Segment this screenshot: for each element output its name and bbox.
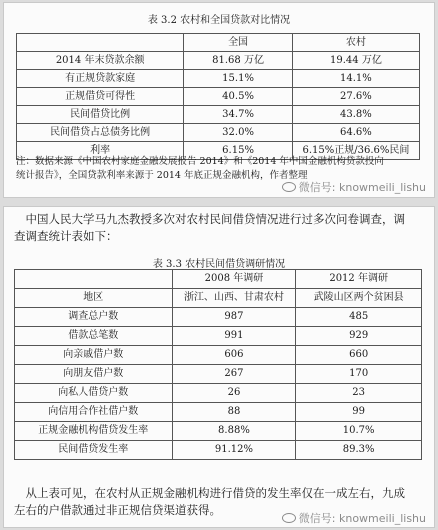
table-cell: 987 bbox=[172, 308, 296, 327]
table-cell: 民间借贷占总债务比例 bbox=[17, 124, 184, 142]
table-header-cell: 2008 年调研 bbox=[172, 270, 296, 289]
table-3-2-caption: 表 3.2 农村和全国贷款对比情况 bbox=[147, 15, 291, 26]
paragraph-line: 左右的户借款通过非正规信贷渠道获得。 bbox=[14, 503, 221, 517]
table-cell: 8.88% bbox=[172, 422, 296, 441]
table-cell: 660 bbox=[296, 346, 422, 365]
table-cell: 26 bbox=[172, 384, 296, 403]
table-cell: 借款总笔数 bbox=[15, 327, 173, 346]
table-cell: 267 bbox=[172, 365, 296, 384]
table-cell: 64.6% bbox=[292, 124, 419, 142]
table-cell: 有正规贷款家庭 bbox=[17, 70, 184, 88]
table-cell: 23 bbox=[296, 384, 422, 403]
table-3-3-panel bbox=[3, 206, 435, 528]
table-cell: 99 bbox=[296, 403, 422, 422]
table-3-3-caption: 表 3.3 农村民间借贷调研情况 bbox=[152, 259, 286, 270]
wechat-watermark bbox=[282, 510, 426, 526]
wechat-icon bbox=[282, 182, 296, 192]
table-header-cell: 2012 年调研 bbox=[296, 270, 422, 289]
table-cell: 19.44 万亿 bbox=[292, 52, 419, 70]
table-cell: 929 bbox=[296, 327, 422, 346]
table-row bbox=[17, 124, 420, 142]
table-row bbox=[15, 384, 422, 403]
table-row bbox=[15, 327, 422, 346]
table-cell: 正规金融机构借贷发生率 bbox=[15, 422, 173, 441]
table-cell: 34.7% bbox=[184, 106, 293, 124]
table-cell: 10.7% bbox=[296, 422, 422, 441]
watermark-text: 微信号: knowmeili_lishu bbox=[298, 512, 426, 525]
note-line: 注：数据来源《中国农村家庭金融发展报告 2014》和《2014 年中国金融机构贷款投向 bbox=[16, 156, 384, 167]
table-cell: 27.6% bbox=[292, 88, 419, 106]
watermark-text: 微信号: knowmeili_lishu bbox=[298, 181, 426, 194]
table-cell: 2014 年末贷款余额 bbox=[17, 52, 184, 70]
table-row bbox=[15, 346, 422, 365]
paragraph-line: 查调查统计表如下： bbox=[14, 229, 118, 243]
table-cell: 32.0% bbox=[184, 124, 293, 142]
intro-paragraph bbox=[14, 211, 432, 245]
table-header-cell: 武陵山区两个贫困县 bbox=[296, 289, 422, 308]
table-row bbox=[15, 422, 422, 441]
note-line: 统计报告》，全国贷款利率来源于 2014 年底正规金融机构，作者整理 bbox=[16, 170, 308, 181]
paragraph-line: 中国人民大学马九杰教授多次对农村民间借贷情况进行过多次问卷调查，调 bbox=[25, 212, 405, 226]
table-header-cell: 农村 bbox=[292, 34, 419, 52]
table-header-row bbox=[17, 34, 420, 52]
table-cell: 向朋友借户数 bbox=[15, 365, 173, 384]
table-cell: 6.15% bbox=[184, 142, 293, 160]
table-cell: 14.1% bbox=[292, 70, 419, 88]
table-cell: 170 bbox=[296, 365, 422, 384]
table-cell: 81.68 万亿 bbox=[184, 52, 293, 70]
table-row bbox=[17, 70, 420, 88]
paragraph-line: 从上表可见，在农村从正规金融机构进行借贷的发生率仅在一成左右，九成 bbox=[25, 486, 405, 500]
wechat-watermark bbox=[282, 179, 426, 195]
table-cell: 485 bbox=[296, 308, 422, 327]
table-row bbox=[15, 308, 422, 327]
table-cell: 91.12% bbox=[172, 441, 296, 460]
table-header-cell bbox=[17, 34, 184, 52]
table-cell: 正规借贷可得性 bbox=[17, 88, 184, 106]
table-row bbox=[15, 365, 422, 384]
table-3-3 bbox=[14, 269, 422, 460]
table-row bbox=[17, 52, 420, 70]
table-cell: 民间借贷发生率 bbox=[15, 441, 173, 460]
table-cell: 88 bbox=[172, 403, 296, 422]
table-row bbox=[15, 403, 422, 422]
table-cell: 6.15%正规/36.6%民间 bbox=[292, 142, 419, 160]
table-header-cell bbox=[15, 270, 173, 289]
table-cell: 991 bbox=[172, 327, 296, 346]
table-cell: 89.3% bbox=[296, 441, 422, 460]
wechat-icon bbox=[282, 513, 296, 523]
table-header-cell: 地区 bbox=[15, 289, 173, 308]
table-cell: 民间借贷比例 bbox=[17, 106, 184, 124]
table-cell: 向信用合作社借户数 bbox=[15, 403, 173, 422]
table-row bbox=[15, 441, 422, 460]
table-cell: 606 bbox=[172, 346, 296, 365]
table-cell: 向私人借贷户数 bbox=[15, 384, 173, 403]
table-cell: 40.5% bbox=[184, 88, 293, 106]
table-cell: 调查总户数 bbox=[15, 308, 173, 327]
table-cell: 43.8% bbox=[292, 106, 419, 124]
table-row bbox=[17, 106, 420, 124]
table-row bbox=[17, 88, 420, 106]
table-header-cell: 浙江、山西、甘肃农村 bbox=[172, 289, 296, 308]
table-header-row bbox=[15, 289, 422, 308]
table-cell: 向亲戚借户数 bbox=[15, 346, 173, 365]
table-cell: 利率 bbox=[17, 142, 184, 160]
table-3-2-panel bbox=[3, 2, 435, 198]
table-3-2 bbox=[16, 33, 420, 160]
table-header-cell: 全国 bbox=[184, 34, 293, 52]
table-cell: 15.1% bbox=[184, 70, 293, 88]
table-header-row bbox=[15, 270, 422, 289]
